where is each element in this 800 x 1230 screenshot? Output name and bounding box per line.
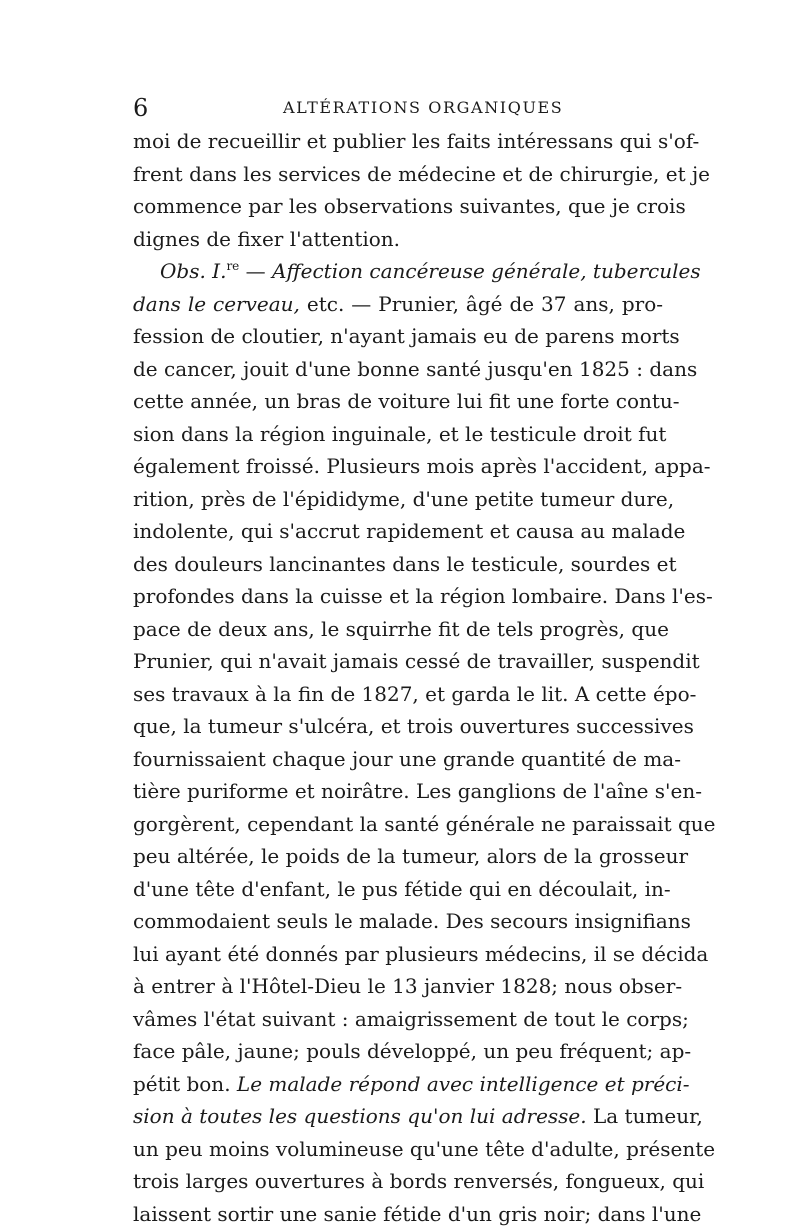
text-line: peu altérée, le poids de la tumeur, alors de la grosseur [133,840,663,873]
text-line: sion dans la région inguinale, et le testicule droit fut [133,418,663,451]
observation-heading [133,255,663,288]
italic-segment: Le malade répond avec intelligence et préci- [237,1072,690,1096]
text-line: trois larges ouvertures à bords renversés, fongueux, qui [133,1165,663,1198]
text-line: frent dans les services de médecine et de chirurgie, et je [133,158,663,191]
body-text [133,125,663,1230]
text-line: commodaient seuls le malade. Des secours insignifians [133,905,663,938]
italic-segment: sion à toutes les questions qu'on lui adresse. [133,1104,587,1128]
text-line: à entrer à l'Hôtel-Dieu le 13 janvier 1828; nous obser- [133,970,663,1003]
page-number: 6 [133,93,148,123]
text-line: pace de deux ans, le squirrhe fit de tels progrès, que [133,613,663,646]
text-line: un peu moins volumineuse qu'une tête d'adulte, présente [133,1133,663,1166]
observation-title: Affection cancéreuse générale, tubercules [272,259,701,283]
observation-label: Obs. I. [160,259,226,283]
running-title: ALTÉRATIONS ORGANIQUES [283,97,563,119]
text-line [133,1100,663,1133]
text-line: de cancer, jouit d'une bonne santé jusqu'en 1825 : dans [133,353,663,386]
text-segment: etc. — Prunier, âgé de 37 ans, pro- [300,292,663,316]
text-line: rition, près de l'épididyme, d'une petite tumeur dure, [133,483,663,516]
observation-ordinal-suffix: re [226,259,239,273]
text-line: tière puriforme et noirâtre. Les ganglions de l'aîne s'en- [133,775,663,808]
text-line: que, la tumeur s'ulcéra, et trois ouvertures successives [133,710,663,743]
text-line: également froissé. Plusieurs mois après l'accident, appa- [133,450,663,483]
text-line: fournissaient chaque jour une grande quantité de ma- [133,743,663,776]
text-line: Prunier, qui n'avait jamais cessé de travailler, suspendit [133,645,663,678]
text-line: lui ayant été donnés par plusieurs médecins, il se décida [133,938,663,971]
text-line: cette année, un bras de voiture lui fit une forte contu- [133,385,663,418]
text-line: indolente, qui s'accrut rapidement et causa au malade [133,515,663,548]
text-line: moi de recueillir et publier les faits intéressans qui s'of- [133,125,663,158]
text-segment: pétit bon. [133,1072,237,1096]
text-line: commence par les observations suivantes, que je crois [133,190,663,223]
text-line [133,1068,663,1101]
text-line: dignes de fixer l'attention. [133,223,663,256]
text-line [133,288,663,321]
text-line: profondes dans la cuisse et la région lombaire. Dans l'es- [133,580,663,613]
text-line: face pâle, jaune; pouls développé, un peu fréquent; ap- [133,1035,663,1068]
text-line: vâmes l'état suivant : amaigrissement de tout le corps; [133,1003,663,1036]
text-line: ses travaux à la fin de 1827, et garda le lit. A cette épo- [133,678,663,711]
heading-dash: — [239,259,272,283]
text-line: fession de cloutier, n'ayant jamais eu de parens morts [133,320,663,353]
text-line: d'une tête d'enfant, le pus fétide qui en découlait, in- [133,873,663,906]
observation-title-continued: dans le cerveau, [133,292,300,316]
page-header [133,93,663,123]
text-segment: La tumeur, [587,1104,703,1128]
text-line: des douleurs lancinantes dans le testicule, sourdes et [133,548,663,581]
text-line: laissent sortir une sanie fétide d'un gris noir; dans l'une [133,1198,663,1230]
text-line: gorgèrent, cependant la santé générale ne paraissait que [133,808,663,841]
